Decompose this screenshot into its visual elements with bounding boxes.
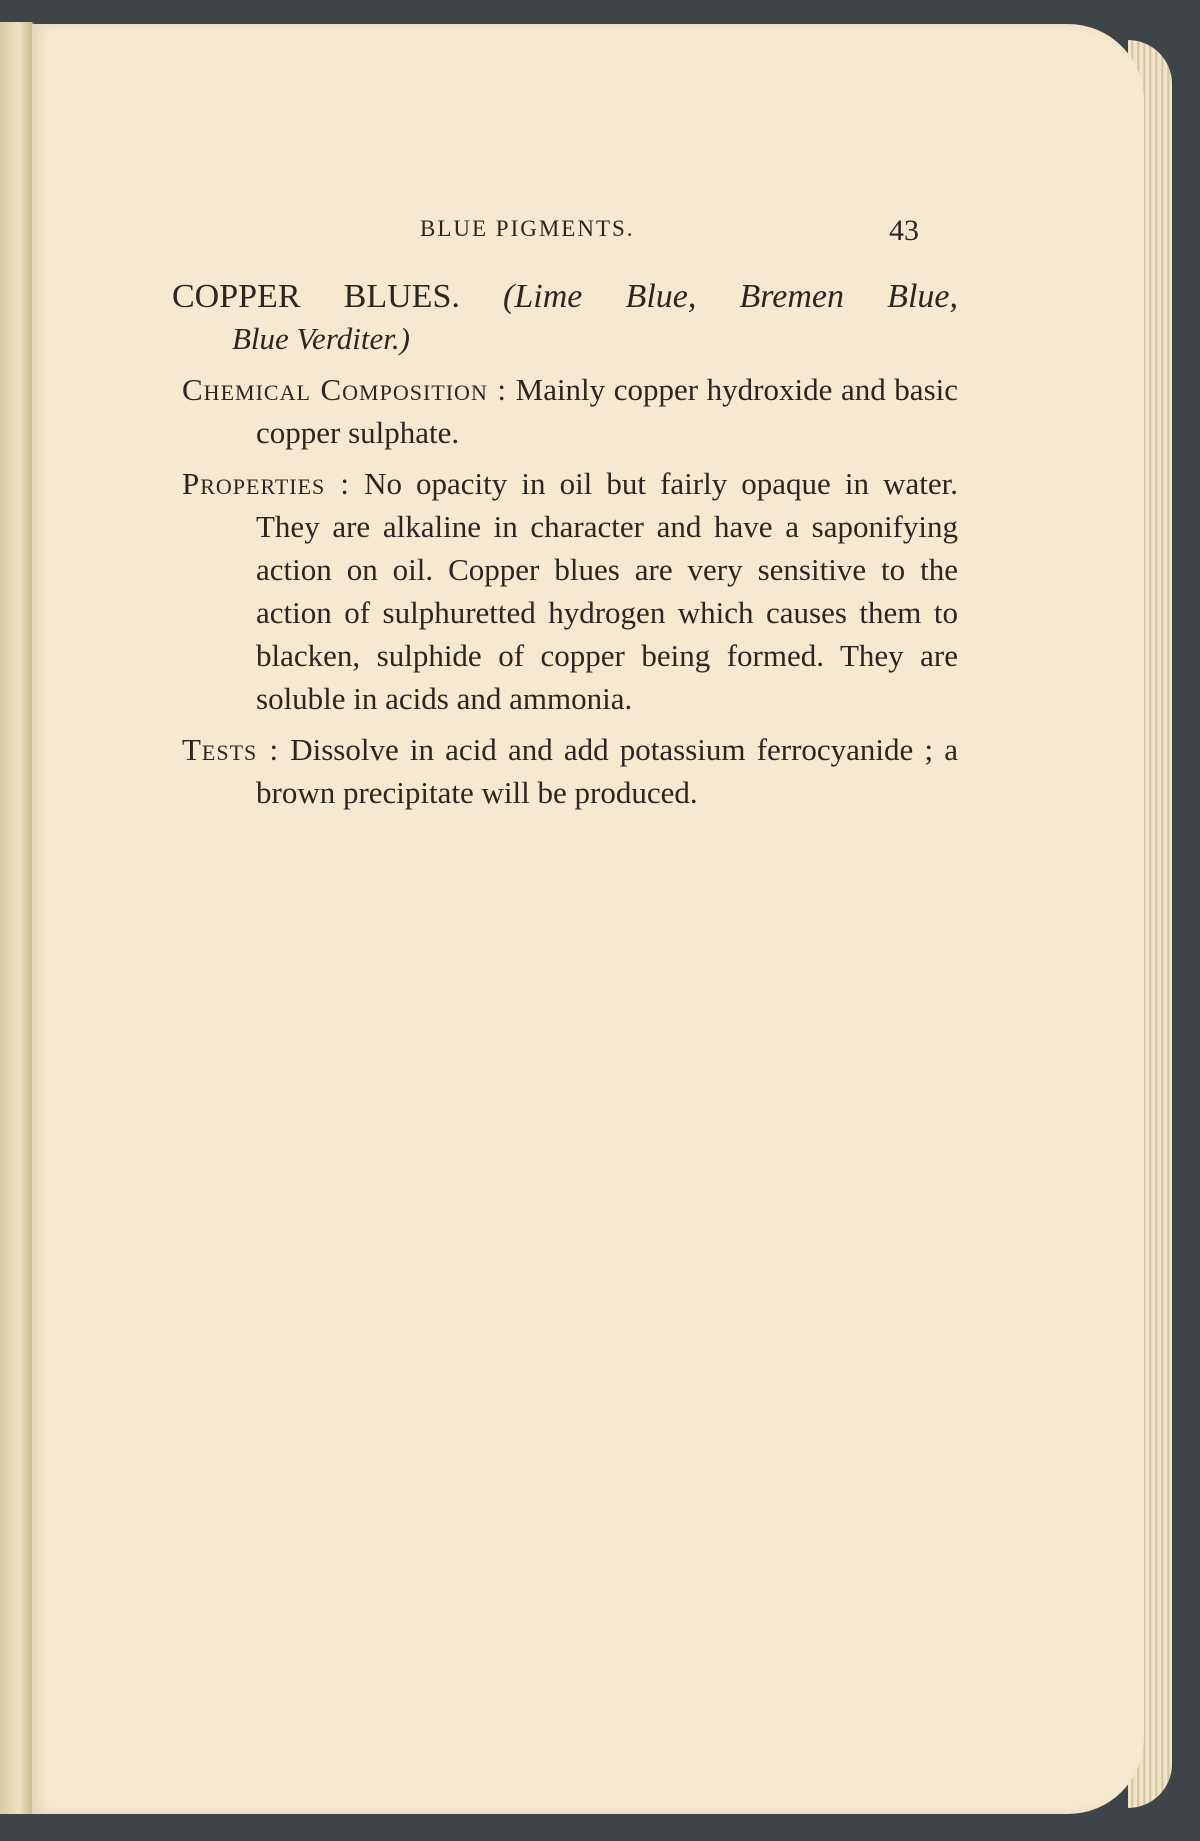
page-number: 43 bbox=[889, 214, 919, 247]
entry-label: Tests : bbox=[182, 732, 280, 767]
section-alternate-names-continued: Blue Verditer.) bbox=[232, 321, 410, 356]
section-alternate-names: (Lime Blue, Bremen Blue, bbox=[503, 278, 958, 315]
entry-text: Mainly copper hydroxide and basic copper sulphate. bbox=[256, 372, 959, 450]
entry-text: Dissolve in acid and add potassium ferrocyanide ; a brown precipitate will be produced. bbox=[256, 732, 959, 810]
section-title: COPPER BLUES. bbox=[172, 278, 460, 315]
entry-properties bbox=[142, 462, 958, 720]
entry-chemical-composition bbox=[142, 368, 958, 454]
entry-label: Chemical Composition : bbox=[182, 372, 508, 407]
section-heading bbox=[142, 276, 958, 318]
running-head: BLUE PIGMENTS. bbox=[420, 216, 635, 241]
page-body bbox=[142, 276, 958, 814]
book-page bbox=[32, 24, 1144, 1814]
entry-tests bbox=[142, 728, 958, 814]
entry-text: No opacity in oil but fairly opaque in water. They are alkaline in character and have a saponifying action on oil. Copper blues are very sensitive to the action of sulphuretted hydrogen which causes them to blacken, sulphide of copper being formed. They are soluble in acids and ammonia. bbox=[256, 466, 958, 716]
entry-label: Properties : bbox=[182, 466, 350, 501]
facing-page-edge bbox=[0, 22, 34, 1814]
